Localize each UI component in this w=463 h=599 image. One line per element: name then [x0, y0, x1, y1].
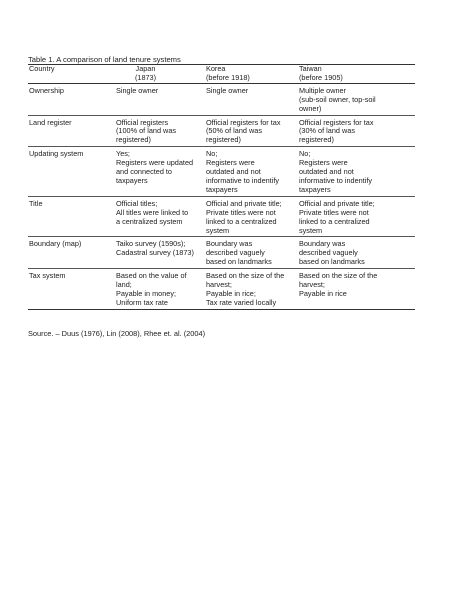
cell-line: Based on the size of the [299, 271, 378, 281]
cell-line: registered) [116, 135, 151, 145]
cell-line: All titles were linked to [116, 207, 189, 217]
table-cell [298, 196, 415, 237]
cell-line: linked to a centralized [299, 216, 370, 226]
table-body [28, 83, 415, 309]
cell-line: outdated and not [299, 167, 354, 177]
cell-line: Based on the size of the [206, 271, 285, 281]
row-label: Ownership [28, 83, 115, 115]
table-row [28, 83, 415, 115]
cell-line: (100% of land was [116, 126, 177, 136]
cell-line: Single owner [206, 85, 249, 95]
table-cell [115, 269, 205, 310]
cell-line: (50% of land was [206, 126, 262, 136]
header-korea-name: Korea [206, 64, 226, 73]
cell-line: informative to indentify [206, 175, 280, 185]
land-tenure-table [28, 64, 415, 310]
cell-line: No; [299, 149, 311, 159]
header-korea [205, 65, 298, 84]
table-cell [298, 115, 415, 147]
table-cell [205, 269, 298, 310]
cell-line: informative to indentify [299, 175, 373, 185]
cell-line: taxpayers [116, 175, 148, 185]
header-taiwan-name: Taiwan [299, 64, 322, 73]
cell-line: Taiko survey (1590s); [116, 239, 186, 249]
cell-line: Official titles; [116, 198, 158, 208]
table-row [28, 147, 415, 197]
cell-line: Private titles were not [206, 207, 276, 217]
cell-line: land; [116, 280, 132, 290]
table-cell [205, 196, 298, 237]
cell-line: Tax rate varied locally [206, 297, 277, 307]
cell-line: Private titles were not [299, 207, 369, 217]
row-label: Boundary (map) [28, 237, 115, 269]
cell-line: Official registers for tax [206, 117, 281, 127]
cell-line: Yes; [116, 149, 130, 159]
cell-line: owner) [299, 103, 322, 113]
header-japan [115, 65, 205, 84]
cell-line: Official registers for tax [299, 117, 374, 127]
cell-line: taxpayers [299, 184, 331, 194]
cell-line: registered) [299, 135, 334, 145]
cell-line: system [206, 225, 230, 235]
cell-line: Registers were updated [116, 158, 194, 168]
cell-line: harvest; [206, 280, 232, 290]
cell-line: described vaguely [206, 248, 265, 258]
cell-line: Registers were [299, 158, 348, 168]
table-row [28, 269, 415, 310]
table-cell [115, 147, 205, 197]
cell-line: Payable in rice; [206, 288, 256, 298]
table-caption: Table 1. A comparison of land tenure systems [28, 55, 181, 64]
cell-line: (30% of land was [299, 126, 355, 136]
cell-line: Payable in rice [299, 288, 347, 298]
cell-line: outdated and not [206, 167, 261, 177]
table-row [28, 237, 415, 269]
table-cell [205, 147, 298, 197]
header-row [28, 65, 415, 84]
cell-line: based on landmarks [299, 257, 365, 267]
cell-line: and connected to [116, 167, 172, 177]
cell-line: taxpayers [206, 184, 238, 194]
cell-line: described vaguely [299, 248, 358, 258]
table-cell [298, 147, 415, 197]
cell-line: (sub-soil owner, top-soil [299, 94, 376, 104]
table-row [28, 196, 415, 237]
cell-line: harvest; [299, 280, 325, 290]
cell-line: Multiple owner [299, 85, 347, 95]
row-label: Tax system [28, 269, 115, 310]
table-cell [298, 83, 415, 115]
cell-line: system [299, 225, 323, 235]
cell-line: Payable in money; [116, 288, 177, 298]
table-cell [115, 237, 205, 269]
cell-line: Official and private title; [299, 198, 375, 208]
header-japan-period: (1873) [134, 72, 157, 82]
row-label: Land register [28, 115, 115, 147]
header-country: Country [28, 65, 115, 84]
cell-line: registered) [206, 135, 241, 145]
table-cell [205, 115, 298, 147]
row-label: Updating system [28, 147, 115, 197]
cell-line: Boundary was [206, 239, 253, 249]
cell-line: Registers were [206, 158, 255, 168]
cell-line: Official registers [116, 117, 169, 127]
table-row [28, 115, 415, 147]
cell-line: Based on the value of [116, 271, 187, 281]
table-cell [115, 115, 205, 147]
header-japan-name: Japan [135, 64, 156, 73]
table-cell [115, 83, 205, 115]
header-korea-period: (before 1918) [206, 72, 250, 82]
cell-line: Cadastral survey (1873) [116, 248, 194, 258]
table-cell [205, 83, 298, 115]
cell-line: Single owner [116, 85, 159, 95]
table-cell [298, 237, 415, 269]
row-label: Title [28, 196, 115, 237]
cell-line: linked to a centralized [206, 216, 277, 226]
header-taiwan [298, 65, 415, 84]
table-cell [298, 269, 415, 310]
cell-line: based on landmarks [206, 257, 272, 267]
cell-line: Boundary was [299, 239, 346, 249]
table-cell [115, 196, 205, 237]
source-note: Source. – Duus (1976), Lin (2008), Rhee et. al. (2004) [28, 329, 206, 338]
table-header [28, 65, 415, 84]
cell-line: Official and private title; [206, 198, 282, 208]
table-cell [205, 237, 298, 269]
cell-line: No; [206, 149, 218, 159]
cell-line: a centralized system [116, 216, 183, 226]
cell-line: Uniform tax rate [116, 297, 168, 307]
header-taiwan-period: (before 1905) [299, 72, 343, 82]
